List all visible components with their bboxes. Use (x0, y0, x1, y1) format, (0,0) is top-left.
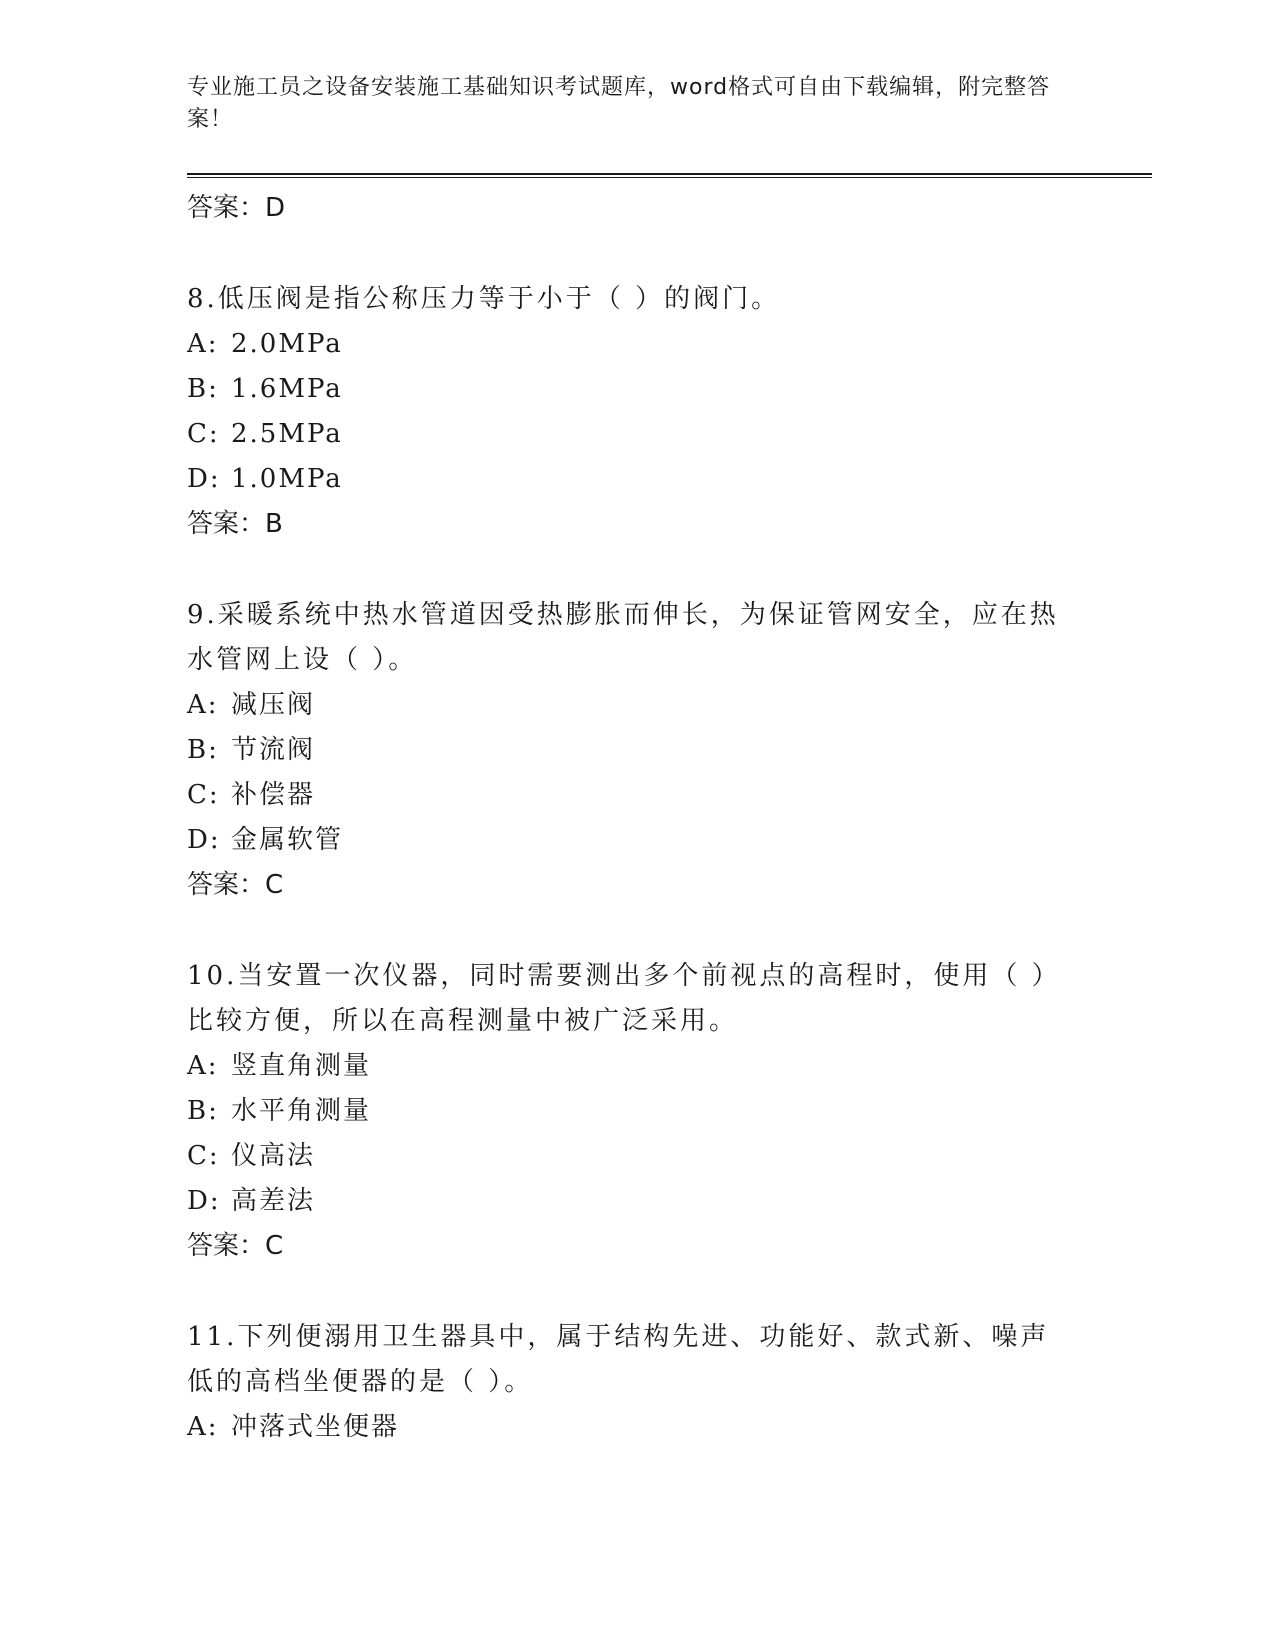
option-letter: A: (187, 690, 219, 720)
option-d (187, 818, 1152, 863)
document-page (187, 72, 1152, 1450)
option-letter: D: (187, 464, 221, 494)
option-c (187, 773, 1152, 818)
option-text: 金属软管 (231, 825, 344, 855)
option-b (187, 1089, 1152, 1134)
option-text: 2.0MPa (231, 329, 343, 359)
option-text: 节流阀 (231, 735, 316, 765)
question-9 (187, 593, 1152, 907)
option-letter: A: (187, 1051, 219, 1081)
option-letter: D: (187, 825, 221, 855)
option-a (187, 1405, 1152, 1450)
option-text: 补偿器 (231, 780, 316, 810)
option-b (187, 728, 1152, 773)
option-text: 水平角测量 (231, 1096, 372, 1126)
option-c (187, 412, 1152, 457)
option-a (187, 322, 1152, 367)
option-c (187, 1134, 1152, 1179)
option-text: 仪高法 (231, 1141, 316, 1171)
answer-line: 答案：B (187, 509, 283, 539)
question-8 (187, 277, 1152, 546)
option-a (187, 683, 1152, 728)
option-text: 1.6MPa (231, 374, 343, 404)
question-text: 8.低压阀是指公称压力等于小于（ ）的阀门。 (187, 284, 781, 314)
option-text: 2.5MPa (231, 419, 343, 449)
question-text: 9.采暖系统中热水管道因受热膨胀而伸长，为保证管网安全，应在热水管网上设（ ）。 (187, 600, 1059, 675)
option-text: 高差法 (231, 1186, 316, 1216)
option-a (187, 1044, 1152, 1089)
option-letter: C: (187, 1141, 220, 1171)
option-letter: D: (187, 1186, 221, 1216)
option-letter: A: (187, 329, 219, 359)
question-11 (187, 1315, 1152, 1450)
question-text: 11.下列便溺用卫生器具中，属于结构先进、功能好、款式新、噪声低的高档坐便器的是（ ）。 (187, 1322, 1050, 1397)
option-text: 冲落式坐便器 (231, 1412, 400, 1442)
document-header: 专业施工员之设备安装施工基础知识考试题库，word格式可自由下载编辑，附完整答案！ (187, 75, 1051, 132)
option-letter: C: (187, 419, 220, 449)
option-letter: B: (187, 1096, 219, 1126)
option-d (187, 1179, 1152, 1224)
header-divider (187, 173, 1152, 178)
option-letter: A: (187, 1412, 219, 1442)
answer-line: 答案：D (187, 193, 286, 223)
answer-line: 答案：C (187, 1231, 284, 1261)
option-b (187, 367, 1152, 412)
question-text: 10.当安置一次仪器，同时需要测出多个前视点的高程时，使用（ ）比较方便，所以在高程测量中被广泛采用。 (187, 961, 1061, 1036)
question-10 (187, 954, 1152, 1268)
option-text: 1.0MPa (231, 464, 343, 494)
option-letter: B: (187, 735, 219, 765)
option-text: 竖直角测量 (231, 1051, 372, 1081)
answer-line: 答案：C (187, 870, 284, 900)
option-text: 减压阀 (231, 690, 316, 720)
option-d (187, 457, 1152, 502)
option-letter: B: (187, 374, 219, 404)
option-letter: C: (187, 780, 220, 810)
